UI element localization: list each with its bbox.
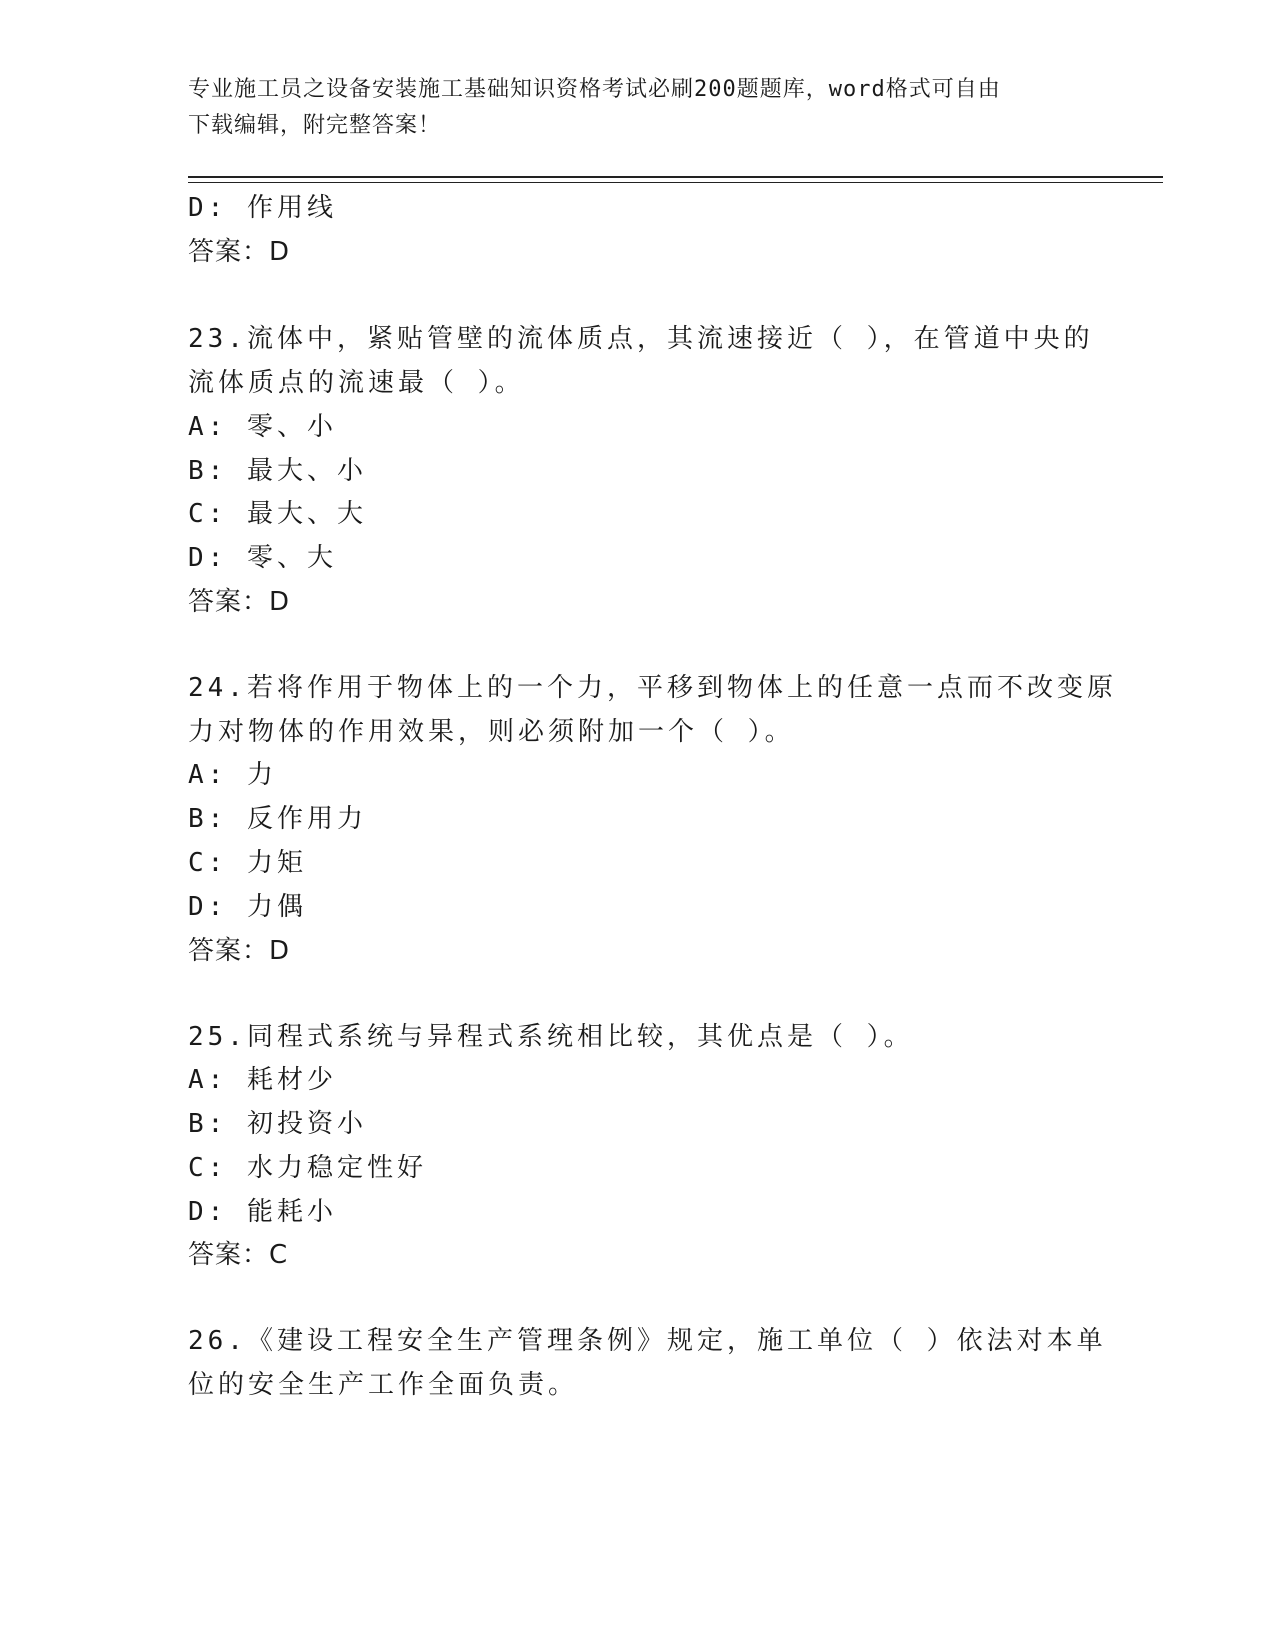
option-b: B: 初投资小 [188, 1109, 367, 1139]
question-text-line-1: 26.《建设工程安全生产管理条例》规定，施工单位（ ）依法对本单 [188, 1326, 1107, 1356]
option-c: C: 最大、大 [188, 499, 367, 529]
prev-option-d: D: 作用线 [188, 193, 337, 223]
answer: 答案：C [188, 1240, 289, 1270]
header-line-2: 下载编辑，附完整答案！ [188, 113, 442, 138]
option-a: A: 耗材少 [188, 1065, 337, 1095]
question-text-line-2: 流体质点的流速最（ ）。 [188, 368, 525, 398]
option-d: D: 零、大 [188, 543, 337, 573]
question-text-line-2: 位的安全生产工作全面负责。 [188, 1370, 579, 1400]
option-b: B: 反作用力 [188, 804, 367, 834]
answer: 答案：D [188, 587, 291, 617]
option-a: A: 零、小 [188, 412, 337, 442]
option-d: D: 力偶 [188, 892, 307, 922]
option-a: A: 力 [188, 760, 277, 790]
option-c: C: 力矩 [188, 848, 307, 878]
document-header [188, 72, 1078, 144]
question-text-line-2: 力对物体的作用效果，则必须附加一个（ ）。 [188, 717, 795, 747]
question-text-line-1: 23.流体中，紧贴管壁的流体质点，其流速接近（ ），在管道中央的 [188, 324, 1094, 354]
question-text-line-1: 24.若将作用于物体上的一个力，平移到物体上的任意一点而不改变原 [188, 673, 1117, 703]
prev-answer: 答案：D [188, 237, 291, 267]
question-text-line-1: 25.同程式系统与异程式系统相比较，其优点是（ ）。 [188, 1022, 914, 1052]
header-divider-thin [188, 182, 1163, 183]
option-d: D: 能耗小 [188, 1197, 337, 1227]
header-divider-thick [188, 176, 1163, 178]
option-c: C: 水力稳定性好 [188, 1153, 427, 1183]
answer: 答案：D [188, 936, 291, 966]
option-b: B: 最大、小 [188, 456, 367, 486]
header-line-1: 专业施工员之设备安装施工基础知识资格考试必刷200题题库，word格式可自由 [188, 77, 1001, 102]
